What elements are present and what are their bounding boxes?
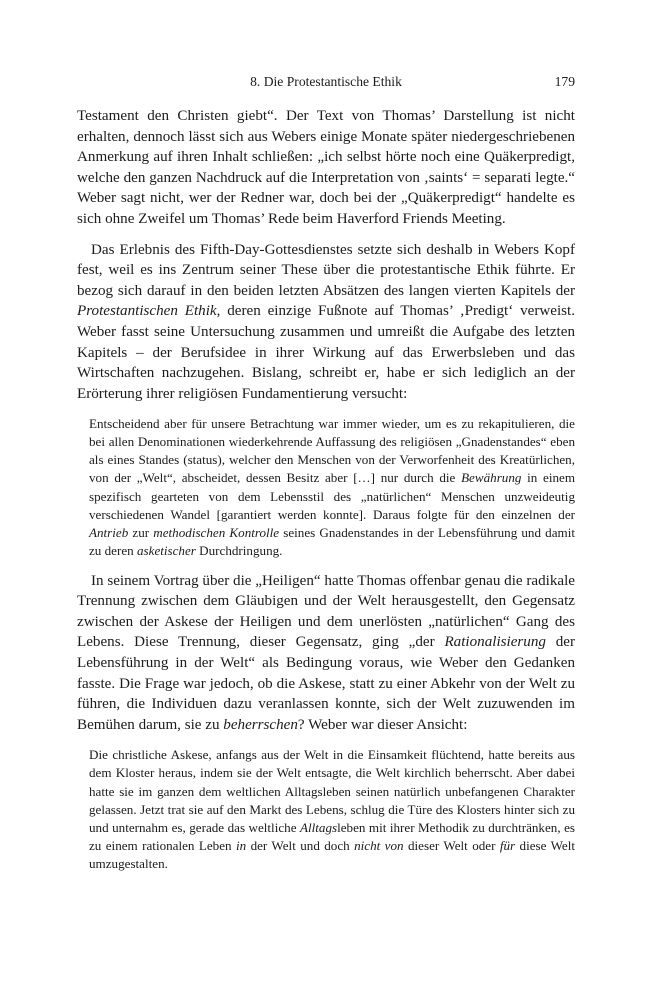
text-run: in einem spezifisch gearteten von dem Lebensstil des „natürlichen“ Menschen unzweideutig verschiedenen Wandel [garantiert werden konnte]. Daraus folgte für den einzelnen der xyxy=(89,470,576,522)
italic-text: in xyxy=(235,837,247,853)
block-quote xyxy=(89,415,575,559)
italic-text: Rationalisierung xyxy=(444,634,546,651)
italic-text: methodischen Kontrolle xyxy=(153,524,280,540)
text-run: Entscheidend aber für unsere Betrachtung war immer wieder, um es zu rekapitulieren, die bei allen Denominationen wiederkehrende Auffassung des religiösen „Gnadenstandes“ eben als eines Standes (status), welcher den Menschen von der Verworfenheit des Kreatürlichen, von der „Welt“, abscheidet, dessen Besitz aber […] nur durch die xyxy=(89,416,575,486)
text-run: ? Weber war dieser Ansicht: xyxy=(297,716,468,733)
body-text xyxy=(77,106,575,884)
italic-text: Protestantischen Ethik xyxy=(77,303,217,320)
italic-text: Alltags xyxy=(299,819,338,835)
text-run: diese Welt umzugestalten. xyxy=(89,837,575,871)
italic-text: Bewährung xyxy=(461,470,522,486)
block-quote-text xyxy=(89,415,575,559)
block-quote xyxy=(89,746,575,872)
page-number: 179 xyxy=(554,74,575,89)
text-run: Das Erlebnis des Fifth-Day-Gottesdienstes setzte sich deshalb in Webers Kopf fest, weil es ins Zentrum seiner These über die protestantische Ethik führte. Er bezog sich darauf in den beiden letzten Absätzen des langen vierten Kapitels der xyxy=(77,241,575,299)
page-header xyxy=(77,74,575,94)
paragraph xyxy=(77,571,575,736)
paragraph xyxy=(77,240,575,405)
text-run: zur xyxy=(128,524,154,540)
text-run: In seinem Vortrag über die „Heiligen“ hatte Thomas offenbar genau die radikale Trennung zwischen dem Gläubigen und der Welt herausgestellt, den Gegensatz zwischen der Askese der Heiligen und dem unerlösten „natürlichen“ Gang des Lebens. Diese Trennung, dieser Gegensatz, ging „der xyxy=(77,572,575,651)
text-run: leben mit ihrer Methodik zu durchtränken, es zu einem rationalen Leben xyxy=(89,819,575,853)
italic-text: asketischer xyxy=(136,542,196,558)
paragraph xyxy=(77,106,575,230)
italic-text: für xyxy=(499,837,516,853)
text-run: Die christliche Askese, anfangs aus der Welt in die Einsamkeit flüchtend, hatte bereits aus dem Kloster heraus, indem sie der Welt entsagte, die Welt kirchlich beherrscht. Aber dabei hatte sie im ganzen dem weltlichen Alltagsleben seinen natürlich unbefangenen Charakter gelassen. Jetzt trat sie auf den Markt des Lebens, schlug die Türe des Klosters hinter sich zu und unternahm es, gerade das weltliche xyxy=(89,747,575,835)
text-run: Durchdringung. xyxy=(195,542,283,558)
text-run: der Lebensführung in der Welt“ als Bedingung voraus, wie Weber den Gedanken fasste. Die Frage war jedoch, ob die Askese, statt zu einer Abkehr von der Welt zu führen, die Individuen dazu veranlassen konnte, sich der Welt zuzuwenden im Bemühen darum, sie zu xyxy=(77,634,575,733)
italic-text: nicht von xyxy=(354,837,404,853)
text-run: dieser Welt oder xyxy=(403,837,500,853)
italic-text: Antrieb xyxy=(89,524,129,540)
running-title: 8. Die Protestantische Ethik xyxy=(250,74,402,89)
text-run: Testament den Christen giebt“. Der Text von Thomas’ Darstellung ist nicht erhalten, dennoch lässt sich aus Webers einige Monate später niedergeschriebenen Anmerkung auf ihren Inhalt schließen: „ich selbst hörte noch eine Quäkerpredigt, welche den ganzen Nachdruck auf die Interpretation von ‚saints‘ = separati legte.“ Weber sagt nicht, wer der Redner war, doch bei der „Quäkerpredigt“ handelte es sich ohne Zweifel um Thomas’ Rede beim Haverford Friends Meeting. xyxy=(77,108,575,227)
text-run: der Welt und doch xyxy=(246,837,355,853)
italic-text: beherrschen xyxy=(223,716,298,733)
block-quote-text xyxy=(89,746,575,872)
text-run: , deren einzige Fußnote auf Thomas’ ‚Predigt‘ verweist. Weber fasst seine Untersuchung zusammen und umreißt die Aufgabe des letzten Kapitels – der Berufsidee in ihrer Wirkung auf das Erwerbsleben und das Wirtschaften nachzugehen. Bislang, schreibt er, habe er sich lediglich an der Erörterung ihrer religiösen Fundamentierung versucht: xyxy=(77,303,575,402)
text-run: seines Gnadenstandes in der Lebensführung und damit zu deren xyxy=(89,524,575,558)
